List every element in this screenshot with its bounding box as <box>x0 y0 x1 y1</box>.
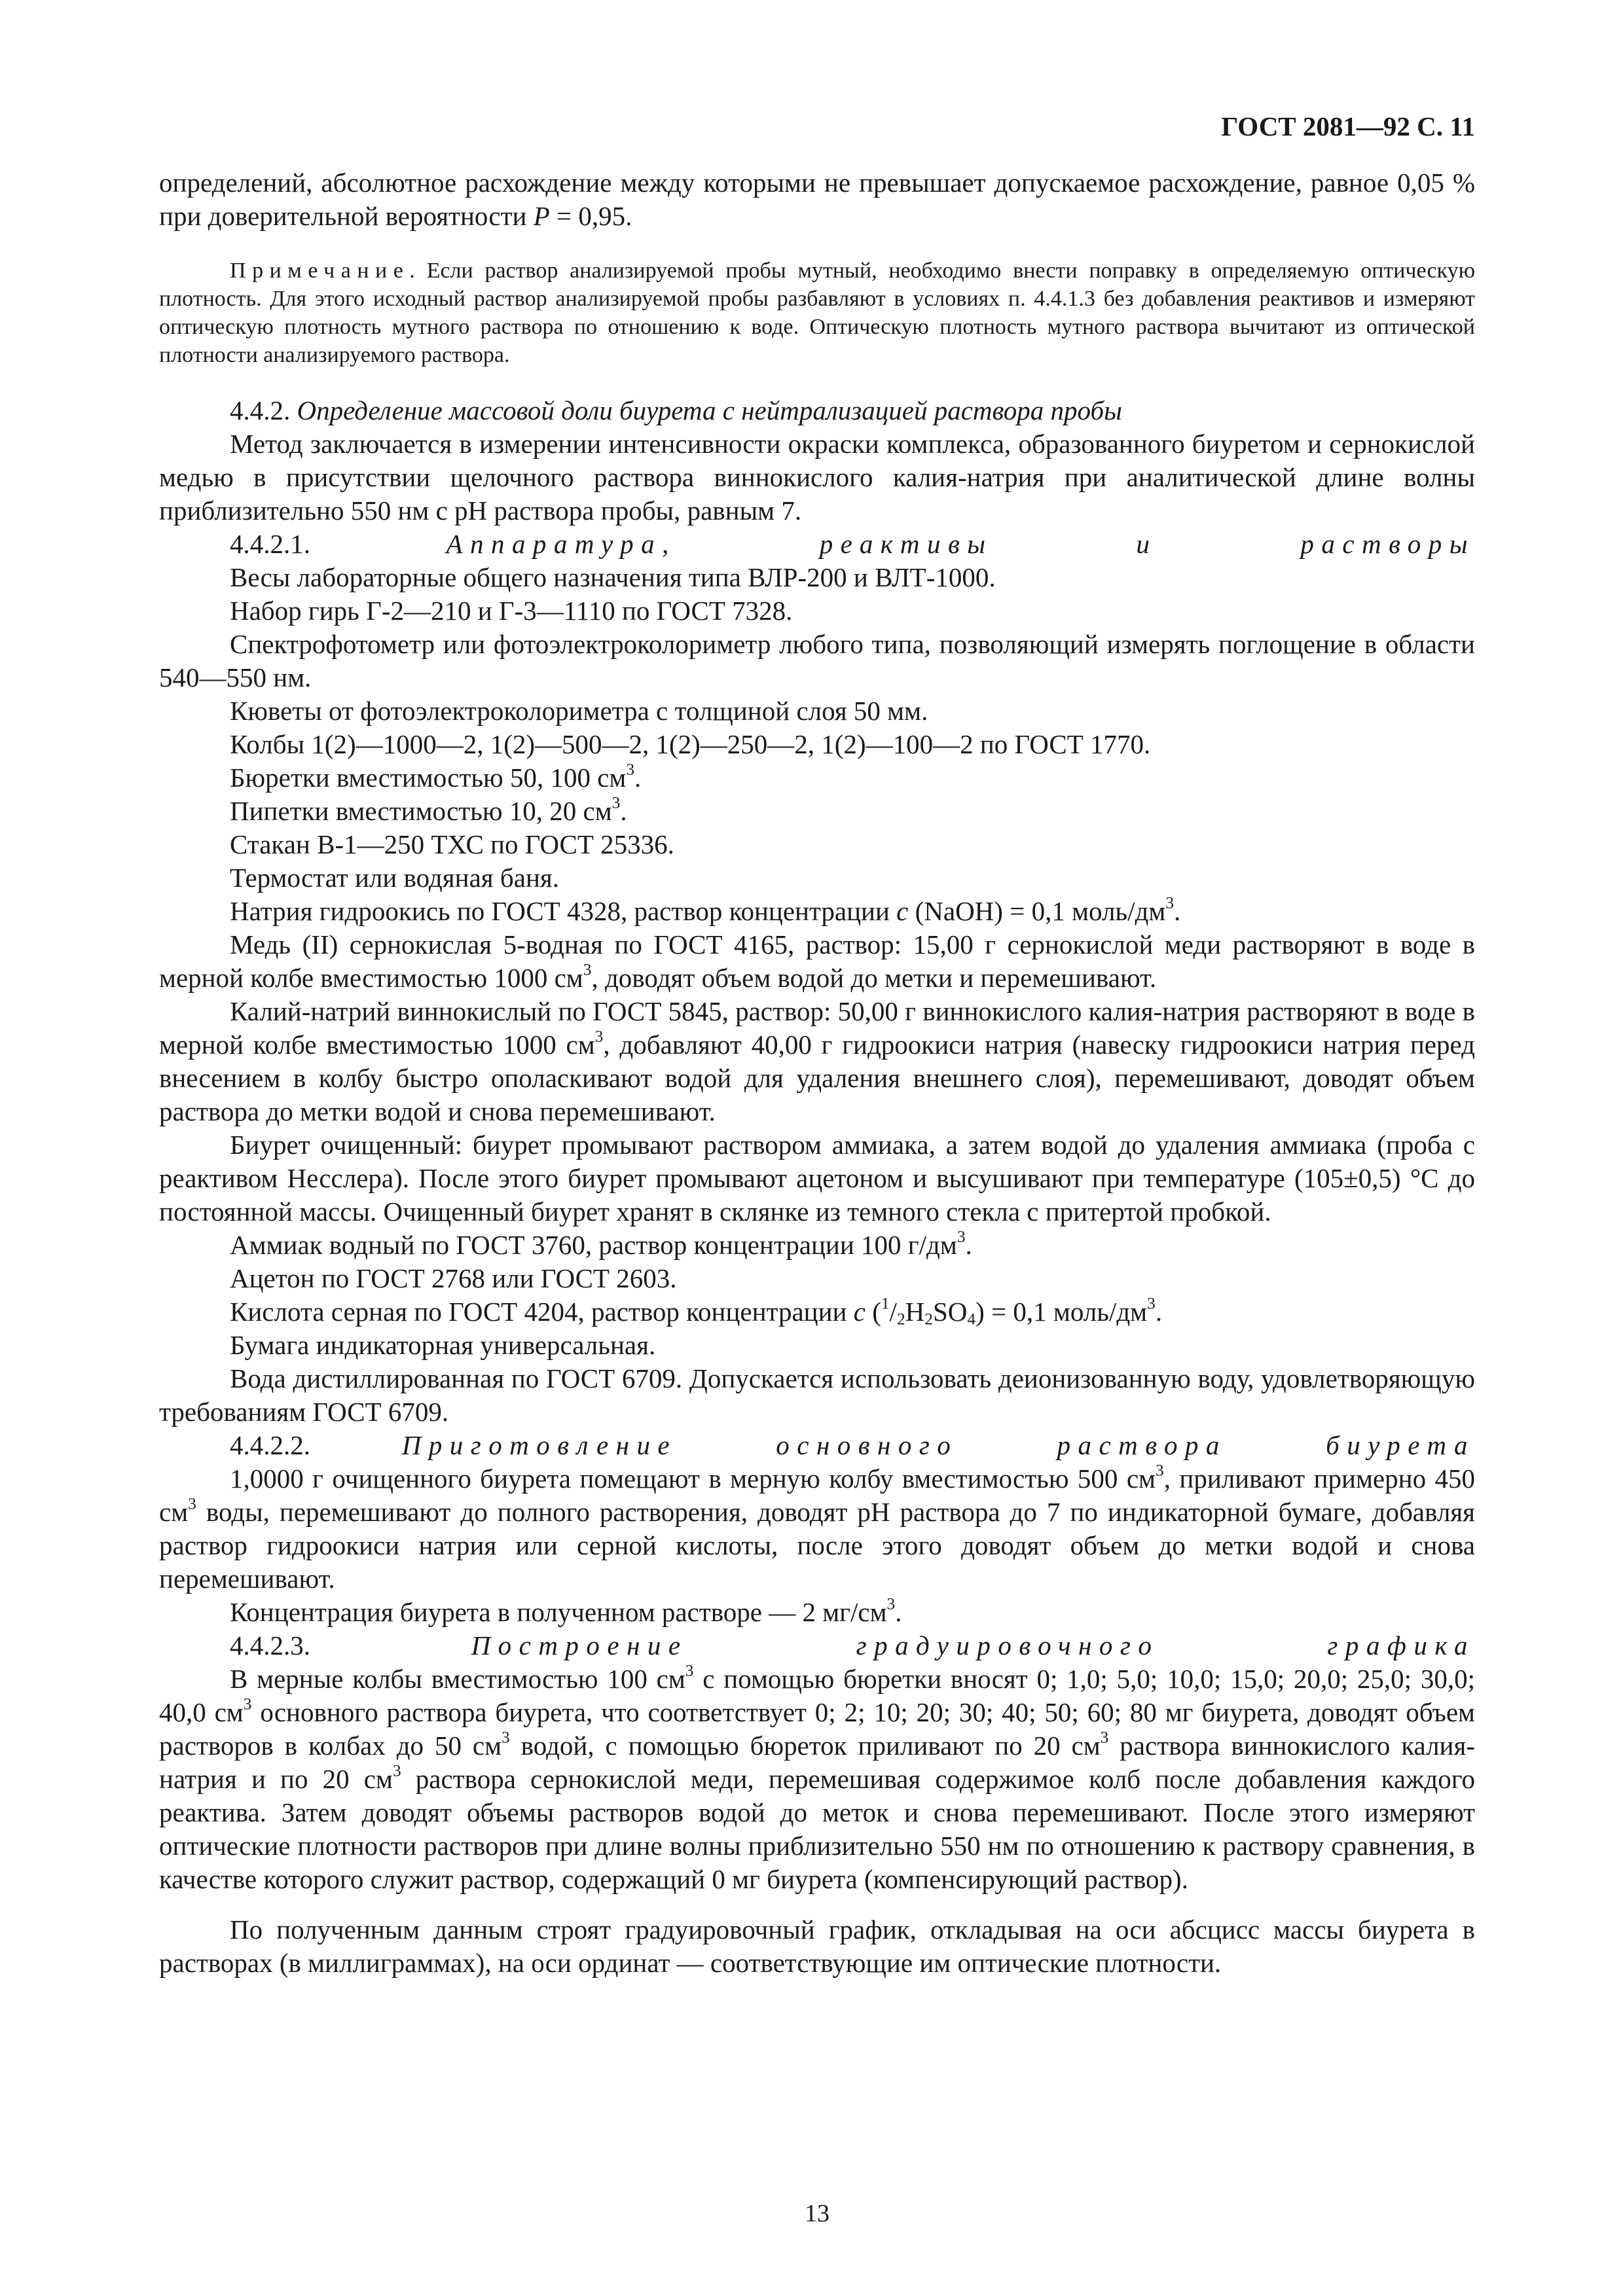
item-ammonia: Аммиак водный по ГОСТ 3760, раствор концентрации 100 $г/дм^3$. <box>230 1227 972 1260</box>
item-sulfuric-acid: Кислота серная по ГОСТ 4204, раствор концентрации c $(^1/_2H_2SO_4) = 0,1$ моль/$дм^3$. <box>230 1294 1163 1329</box>
section-4-4-2-3-heading: 4.4.2.3. Построение градуировочного графика <box>230 1630 1475 1660</box>
section-4-4-2-3-graph-paragraph: По полученным данным строят градуировочный график, откладывая на оси абсцисс массы биурета в растворах (в миллиграммах), на оси ординат — соответствующие им оптические плотности. <box>159 1914 1475 1978</box>
page-number: 13 <box>805 2200 830 2227</box>
intro-paragraph: определений, абсолютное расхождение между которыми не превышает допускаемое расхождение, равное 0,05 % при доверительной вероятности P = 0,95. <box>159 168 1475 231</box>
item-acetone: Ацетон по ГОСТ 2768 или ГОСТ 2603. <box>230 1263 677 1293</box>
item-copper-sulfate: Медь (II) сернокислая 5-водная по ГОСТ 4165, раствор: 15,00 г сернокислой меди растворяют в воде в мерной колбе вместимостью 1000 $см^3$, доводят объем водой до метки и перемешивают. <box>159 929 1475 993</box>
item-biuret-purified: Биурет очищенный: биурет промывают раствором аммиака, а затем водой до удаления аммиака (проба с реактивом Несслера). После этого биурет промывают ацетоном и высушивают при температуре (105±0,5) °С до постоянной массы. Очищенный биурет хранят в склянке из темного стекла с притертой пробкой. <box>159 1130 1475 1227</box>
item-flasks: Колбы 1(2)—1000—2, 1(2)—500—2, 1(2)—250—2, 1(2)—100—2 по ГОСТ 1770. <box>230 729 1151 759</box>
page-header: ГОСТ 2081—92 С. 11 <box>1221 111 1475 141</box>
note-paragraph <box>159 257 1475 369</box>
item-sodium-hydroxide: Натрия гидроокись по ГОСТ 4328, раствор концентрации c (NaOH) = 0,1 моль/$дм^3$. <box>230 893 1181 926</box>
note-text: . Если раствор анализируемой пробы мутный, необходимо внести поправку в определяемую оптическую плотность. Для этого исходный раствор анализируемой пробы разбавляют в условиях п. 4.4.1.3 без добавления реактивов и измеряют оптическую плотность мутного раствора по отношению к воде. Оптическую плотность мутного раствора вычитают из оптической плотности анализируемого раствора. <box>159 259 1475 367</box>
item-pipettes: Пипетки вместимостью 10, 20 $см^3$. <box>230 793 627 826</box>
item-cuvettes: Кюветы от фотоэлектроколориметра с толщиной слоя 50 мм. <box>230 696 928 726</box>
note-label: Примечание <box>230 259 410 283</box>
item-beaker: Стакан В-1—250 ТХС по ГОСТ 25336. <box>230 829 674 859</box>
item-potassium-sodium-tartrate: Калий-натрий виннокислый по ГОСТ 5845, раствор: 50,00 г виннокислого калия-натрия растворяют в воде в мерной колбе вместимостью 1000 $см^3$, добавляют 40,00 г гидроокиси натрия (навеску гидроокиси натрия перед внесением в колбу быстро ополаскивают водой для удаления внешнего слоя), перемешивают, доводят объем раствора до метки водой и снова перемешивают. <box>159 996 1476 1126</box>
item-indicator-paper: Бумага индикаторная универсальная. <box>230 1330 656 1360</box>
document-page <box>159 110 1475 2237</box>
item-spectrophotometer: Спектрофотометр или фотоэлектроколориметр любого типа, позволяющий измерять поглощение в области 540—550 нм. <box>159 629 1475 692</box>
section-4-4-2-2-concentration: Концентрация биурета в полученном растворе — 2 $мг/см^3$. <box>230 1594 902 1627</box>
item-scales: Весы лабораторные общего назначения типа ВЛР-200 и ВЛТ-1000. <box>230 562 996 592</box>
section-4-4-2-paragraph: Метод заключается в измерении интенсивности окраски комплекса, образованного биуретом и сернокислой медью в присутствии щелочного раствора виннокислого калия-натрия при аналитической длине волны приблизительно 550 нм с pH раствора пробы, равным 7. <box>159 429 1475 526</box>
item-thermostat: Термостат или водяная баня. <box>230 863 560 893</box>
section-4-4-2-2-paragraph: 1,0000 г очищенного биурета помещают в мерную колбу вместимостью 500 $см^3$, приливают примерно 450 $см^3$ воды, перемешивают до полного растворения, доводят pH раствора до 7 по индикаторной бумаге, добавляя раствор гидроокиси натрия или серной кислоты, после этого доводят объем до метки водой и снова перемешивают. <box>159 1461 1475 1594</box>
section-4-4-2-2-heading: 4.4.2.2. Приготовление основного раствора биурета <box>230 1430 1475 1460</box>
item-burettes: Бюретки вместимостью 50, 100 $см^3$. <box>230 760 642 793</box>
item-weights: Набор гирь Г-2—210 и Г-3—1110 по ГОСТ 7328. <box>230 596 793 626</box>
section-4-4-2-1-heading: 4.4.2.1. Аппаратура, реактивы и растворы <box>230 529 1476 559</box>
item-distilled-water: Вода дистиллированная по ГОСТ 6709. Допускается использовать деионизованную воду, удовлетворяющую требованиям ГОСТ 6709. <box>159 1363 1475 1427</box>
section-4-4-2-heading: 4.4.2. Определение массовой доли биурета с нейтрализацией раствора пробы <box>230 395 1122 425</box>
section-4-4-2-3-paragraph: В мерные колбы вместимостью 100 $см^3$ с помощью бюретки вносят 0; 1,0; 5,0; 10,0; 15,0; 20,0; 25,0; 30,0; 40,0 $см^3$ основного раствора биурета, что соответствует 0; 2; 10; 20; 30; 40; 50; 60; 80 мг биурета, доводят объем растворов в колбах до 50 $см^3$ водой, с помощью бюреток приливают по 20 $см^3$ раствора виннокислого калия-натрия и по 20 $см^3$ раствора сернокислой меди, перемешивая содержимое колб после добавления каждого реактива. Затем доводят объемы растворов водой до меток и снова перемешивают. После этого измеряют оптические плотности растворов при длине волны приблизительно 550 нм по отношению к раствору сравнения, в качестве которого служит раствор, содержащий 0 мг биурета (компенсирующий раствор). <box>159 1661 1475 1894</box>
